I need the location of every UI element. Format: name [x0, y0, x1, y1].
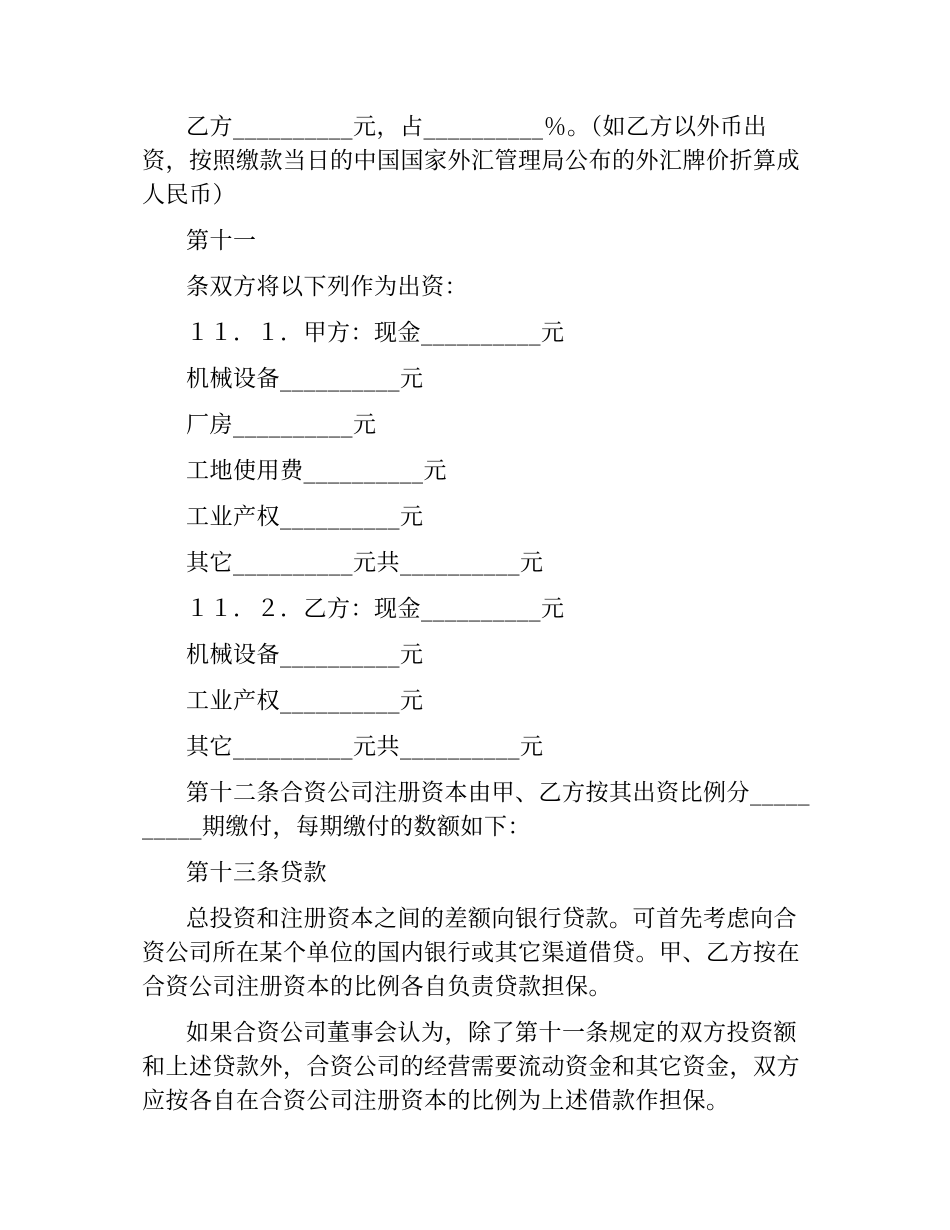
paragraph-party-a-other-total: 其它__________元共__________元: [186, 550, 544, 576]
paragraph-party-b-ip: 工业产权__________元: [186, 688, 424, 714]
paragraph-party-b-cash: １１．２．乙方：现金__________元: [186, 596, 565, 622]
paragraph-article-12: 第十二条合资公司注册资本由甲、乙方按其出资比例分__________期缴付，每期缴付的数额如下：: [142, 780, 810, 840]
paragraph-party-b-contribution: 乙方__________元，占__________％。（如乙方以外币出资，按照缴款当日的中国国家外汇管理局公布的外汇牌价折算成人民币）: [142, 114, 800, 208]
paragraph-party-a-machinery: 机械设备__________元: [186, 366, 424, 392]
paragraph-loan-difference: 总投资和注册资本之间的差额向银行贷款。可首先考虑向合资公司所在某个单位的国内银行或其它渠道借贷。甲、乙方按在合资公司注册资本的比例各自负责贷款担保。: [142, 906, 800, 1000]
paragraph-article-13-heading: 第十三条贷款: [186, 860, 327, 886]
paragraph-party-a-factory: 厂房__________元: [186, 412, 377, 438]
document-page: [142, 110, 810, 1130]
paragraph-party-a-ip: 工业产权__________元: [186, 504, 424, 530]
paragraph-loan-guarantee: 如果合资公司董事会认为，除了第十一条规定的双方投资额和上述贷款外，合资公司的经营需要流动资金和其它资金，双方应按各自在合资公司注册资本的比例为上述借款作担保。: [142, 1020, 800, 1114]
paragraph-party-b-other-total: 其它__________元共__________元: [186, 734, 544, 760]
paragraph-article-11-heading: 第十一: [186, 228, 257, 254]
paragraph-party-a-land-fee: 工地使用费__________元: [186, 458, 447, 484]
paragraph-party-a-cash: １１．１．甲方：现金__________元: [186, 320, 565, 346]
paragraph-article-11-intro: 条双方将以下列作为出资：: [186, 274, 468, 300]
paragraph-party-b-machinery: 机械设备__________元: [186, 642, 424, 668]
